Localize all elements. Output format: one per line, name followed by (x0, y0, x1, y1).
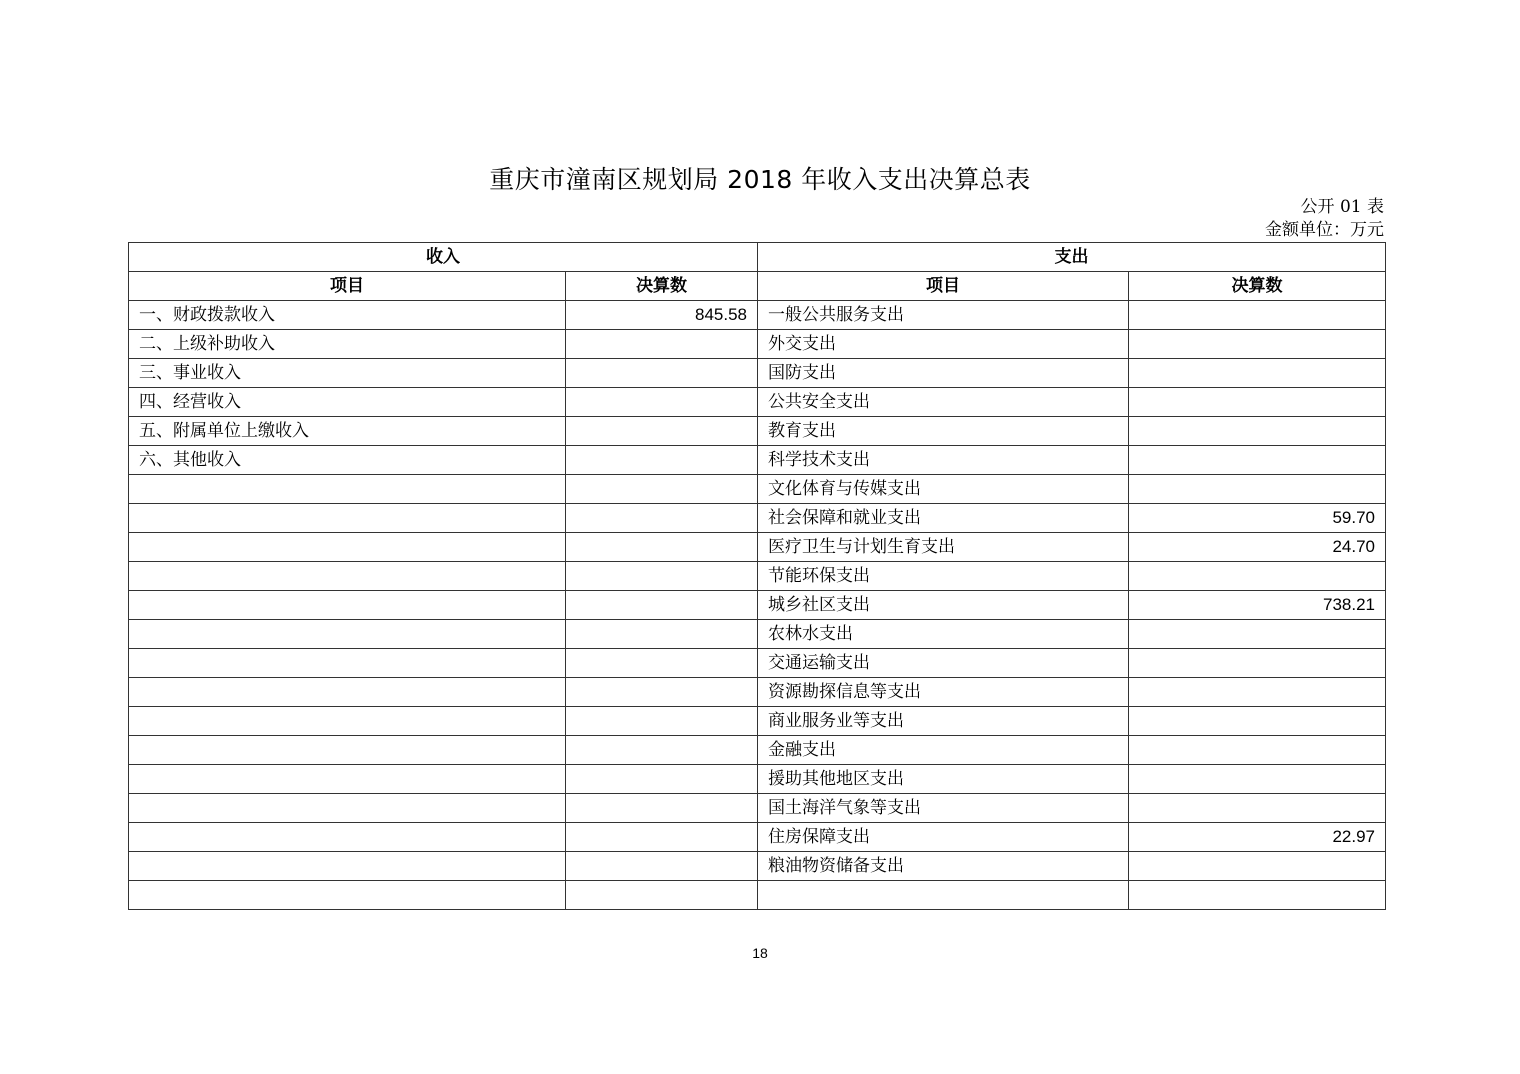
table-row (129, 475, 1386, 504)
income-item-cell (129, 765, 566, 794)
income-group-header: 收入 (129, 243, 758, 272)
income-item-cell: 五、附属单位上缴收入 (129, 417, 566, 446)
table-row (129, 330, 1386, 359)
expense-group-header: 支出 (758, 243, 1386, 272)
income-item-cell: 三、事业收入 (129, 359, 566, 388)
income-amount-cell (566, 649, 758, 678)
table-row (129, 301, 1386, 330)
income-amount-cell (566, 620, 758, 649)
expense-item-cell: 住房保障支出 (758, 823, 1129, 852)
column-header-row (129, 272, 1386, 301)
expense-amount-cell (1129, 417, 1386, 446)
expense-amount-cell: 59.70 (1129, 504, 1386, 533)
expense-amount-cell (1129, 794, 1386, 823)
income-amount-cell (566, 852, 758, 881)
expense-amount-cell: 22.97 (1129, 823, 1386, 852)
income-amount-cell (566, 736, 758, 765)
table-row (129, 823, 1386, 852)
expense-item-cell: 粮油物资储备支出 (758, 852, 1129, 881)
income-amount-header: 决算数 (566, 272, 758, 301)
expense-item-cell: 医疗卫生与计划生育支出 (758, 533, 1129, 562)
income-amount-cell (566, 562, 758, 591)
expense-amount-cell (1129, 388, 1386, 417)
income-amount-cell (566, 388, 758, 417)
expense-amount-cell (1129, 562, 1386, 591)
table-row (129, 678, 1386, 707)
expense-amount-cell (1129, 678, 1386, 707)
income-amount-cell (566, 823, 758, 852)
expense-item-cell: 文化体育与传媒支出 (758, 475, 1129, 504)
expense-amount-cell (1129, 881, 1386, 910)
income-item-cell: 六、其他收入 (129, 446, 566, 475)
income-item-cell (129, 591, 566, 620)
income-amount-cell (566, 533, 758, 562)
income-item-cell (129, 881, 566, 910)
group-header-row (129, 243, 1386, 272)
table-row (129, 794, 1386, 823)
income-amount-cell (566, 504, 758, 533)
page-title: 重庆市潼南区规划局 2018 年收入支出决算总表 (489, 165, 1031, 194)
income-amount-cell (566, 359, 758, 388)
table-row (129, 736, 1386, 765)
income-item-cell (129, 620, 566, 649)
table-row (129, 881, 1386, 910)
expense-item-cell: 资源勘探信息等支出 (758, 678, 1129, 707)
table-body (129, 243, 1386, 910)
table-row (129, 620, 1386, 649)
income-item-cell: 一、财政拨款收入 (129, 301, 566, 330)
expense-item-cell: 教育支出 (758, 417, 1129, 446)
income-item-cell (129, 794, 566, 823)
expense-item-cell (758, 881, 1129, 910)
expense-amount-cell: 24.70 (1129, 533, 1386, 562)
table-row (129, 765, 1386, 794)
income-item-cell (129, 562, 566, 591)
expense-item-cell: 科学技术支出 (758, 446, 1129, 475)
expense-amount-cell (1129, 446, 1386, 475)
income-item-cell (129, 736, 566, 765)
income-item-header: 项目 (129, 272, 566, 301)
income-item-cell (129, 707, 566, 736)
income-item-cell: 二、上级补助收入 (129, 330, 566, 359)
page-number: 18 (752, 945, 768, 961)
table-row (129, 533, 1386, 562)
expense-amount-cell (1129, 475, 1386, 504)
expense-item-header: 项目 (758, 272, 1129, 301)
table-row (129, 388, 1386, 417)
expense-amount-cell (1129, 649, 1386, 678)
income-amount-cell (566, 446, 758, 475)
income-amount-cell: 845.58 (566, 301, 758, 330)
income-amount-cell (566, 678, 758, 707)
income-item-cell: 四、经营收入 (129, 388, 566, 417)
expense-item-cell: 国土海洋气象等支出 (758, 794, 1129, 823)
table-row (129, 359, 1386, 388)
table-row (129, 649, 1386, 678)
expense-amount-cell (1129, 707, 1386, 736)
expense-item-cell: 城乡社区支出 (758, 591, 1129, 620)
expense-amount-cell: 738.21 (1129, 591, 1386, 620)
table-code: 公开 01 表 (1300, 197, 1384, 217)
expense-item-cell: 外交支出 (758, 330, 1129, 359)
expense-item-cell: 援助其他地区支出 (758, 765, 1129, 794)
table-row (129, 504, 1386, 533)
income-item-cell (129, 533, 566, 562)
expense-amount-cell (1129, 359, 1386, 388)
income-item-cell (129, 475, 566, 504)
table-row (129, 446, 1386, 475)
income-amount-cell (566, 707, 758, 736)
income-amount-cell (566, 591, 758, 620)
income-expense-table (128, 242, 1386, 910)
table-row (129, 591, 1386, 620)
amount-unit: 金额单位：万元 (1265, 220, 1384, 240)
income-item-cell (129, 823, 566, 852)
income-amount-cell (566, 330, 758, 359)
table-row (129, 562, 1386, 591)
expense-amount-header: 决算数 (1129, 272, 1386, 301)
expense-item-cell: 一般公共服务支出 (758, 301, 1129, 330)
income-amount-cell (566, 765, 758, 794)
income-amount-cell (566, 881, 758, 910)
expense-item-cell: 金融支出 (758, 736, 1129, 765)
expense-item-cell: 社会保障和就业支出 (758, 504, 1129, 533)
income-item-cell (129, 504, 566, 533)
expense-amount-cell (1129, 736, 1386, 765)
income-amount-cell (566, 794, 758, 823)
expense-amount-cell (1129, 852, 1386, 881)
income-item-cell (129, 649, 566, 678)
expense-item-cell: 公共安全支出 (758, 388, 1129, 417)
table-row (129, 852, 1386, 881)
expense-item-cell: 节能环保支出 (758, 562, 1129, 591)
table-row (129, 707, 1386, 736)
expense-item-cell: 农林水支出 (758, 620, 1129, 649)
income-amount-cell (566, 417, 758, 446)
income-item-cell (129, 852, 566, 881)
expense-amount-cell (1129, 330, 1386, 359)
expense-item-cell: 交通运输支出 (758, 649, 1129, 678)
expense-item-cell: 国防支出 (758, 359, 1129, 388)
table-row (129, 417, 1386, 446)
expense-amount-cell (1129, 765, 1386, 794)
expense-item-cell: 商业服务业等支出 (758, 707, 1129, 736)
expense-amount-cell (1129, 620, 1386, 649)
income-item-cell (129, 678, 566, 707)
income-amount-cell (566, 475, 758, 504)
expense-amount-cell (1129, 301, 1386, 330)
